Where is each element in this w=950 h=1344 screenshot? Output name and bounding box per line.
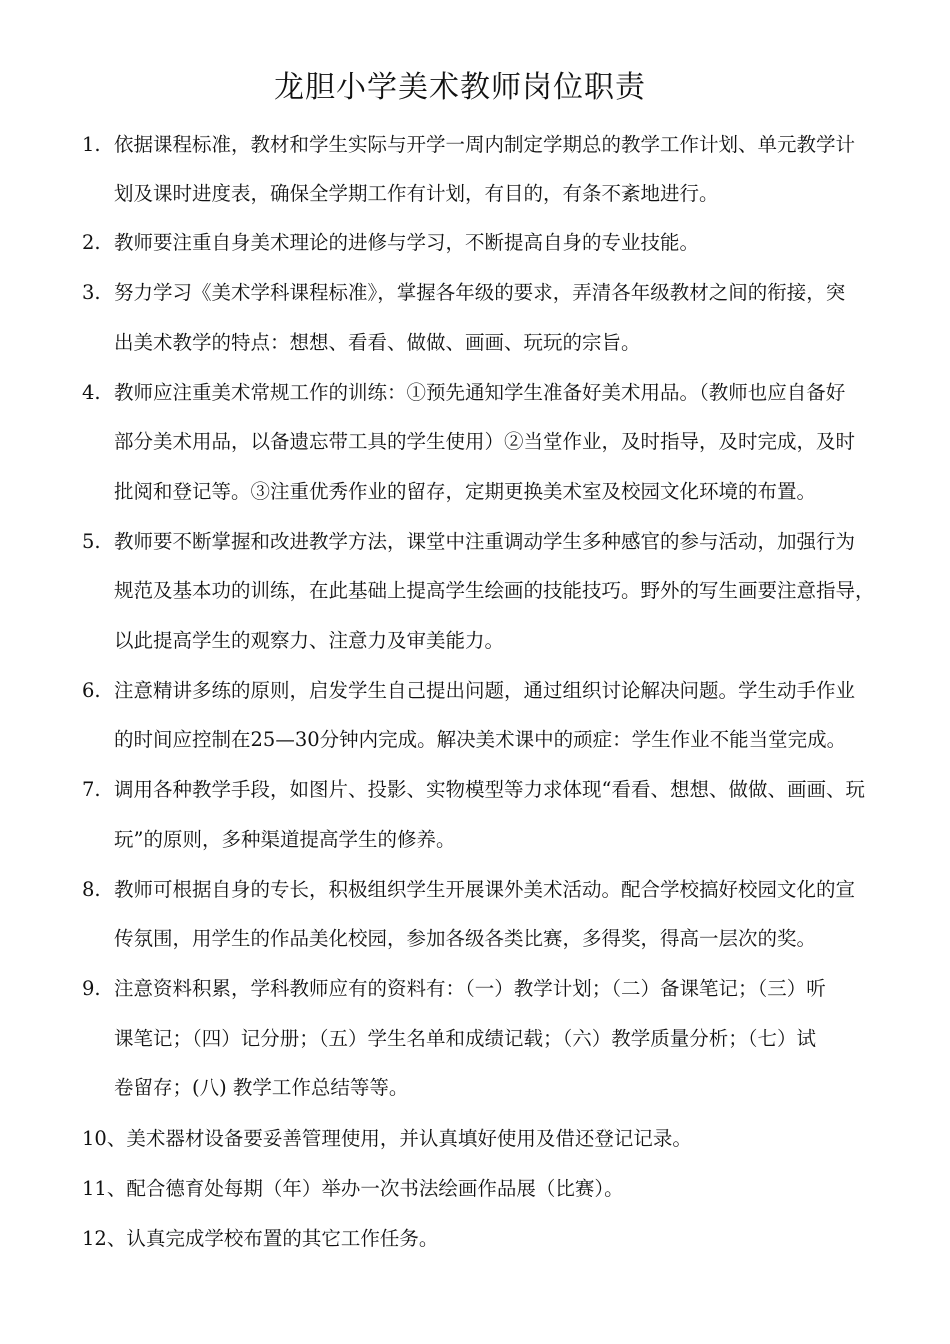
item-5-line-1: 教师要不断掌握和改进教学方法，课堂中注重调动学生多种感官的参与活动，加强行为	[114, 530, 856, 553]
item-5-line-2: 规范及基本功的训练，在此基础上提高学生绘画的技能技巧。野外的写生画要注意指导，	[114, 579, 875, 602]
item-9-line-2: 课笔记；（四）记分册；（五）学生名单和成绩记载；（六）教学质量分析；（七）试	[114, 1027, 817, 1050]
item-2-line-1: 教师要注重自身美术理论的进修与学习，不断提高自身的专业技能。	[114, 231, 700, 254]
item-7-line-1: 调用各种教学手段，如图片、投影、实物模型等力求体现“看看、想想、做做、画画、玩	[114, 778, 865, 801]
item-3-line-2: 出美术教学的特点：想想、看看、做做、画画、玩玩的宗旨。	[114, 331, 641, 354]
item-number-7: 7.	[82, 778, 101, 801]
item-4-line-3: 批阅和登记等。③注重优秀作业的留存，定期更换美术室及校园文化环境的布置。	[114, 480, 817, 503]
item-number-4: 4.	[82, 381, 101, 404]
document-title: 龙胆小学美术教师岗位职责	[274, 70, 646, 105]
item-4-line-2: 部分美术用品，以备遗忘带工具的学生使用）②当堂作业，及时指导，及时完成，及时	[114, 430, 856, 453]
item-12: 12、认真完成学校布置的其它工作任务。	[82, 1227, 439, 1250]
item-1-line-1: 依据课程标准，教材和学生实际与开学一周内制定学期总的教学工作计划、单元教学计	[114, 133, 856, 156]
item-number-6: 6.	[82, 679, 101, 702]
item-6-line-1: 注意精讲多练的原则，启发学生自己提出问题，通过组织讨论解决问题。学生动手作业	[114, 679, 856, 702]
item-1-line-2: 划及课时进度表，确保全学期工作有计划，有目的，有条不紊地进行。	[114, 182, 719, 205]
item-5-line-3: 以此提高学生的观察力、注意力及审美能力。	[114, 629, 505, 652]
item-number-3: 3.	[82, 281, 101, 304]
item-6-line-2: 的时间应控制在25—30分钟内完成。解决美术课中的顽症：学生作业不能当堂完成。	[114, 728, 847, 751]
item-3-line-1: 努力学习《美术学科课程标准》，掌握各年级的要求，弄清各年级教材之间的衔接，突	[114, 281, 846, 304]
item-9-line-3: 卷留存；(八) 教学工作总结等等。	[114, 1076, 409, 1099]
item-number-9: 9.	[82, 977, 101, 1000]
item-8-line-2: 传氛围，用学生的作品美化校园，参加各级各类比赛，多得奖，得高一层次的奖。	[114, 927, 817, 950]
item-7-line-2: 玩”的原则，多种渠道提高学生的修养。	[114, 828, 456, 851]
item-10: 10、美术器材设备要妥善管理使用，并认真填好使用及借还登记记录。	[82, 1127, 692, 1150]
item-number-8: 8.	[82, 878, 101, 901]
item-11: 11、配合德育处每期（年）举办一次书法绘画作品展（比赛）。	[82, 1177, 624, 1200]
item-4-line-1: 教师应注重美术常规工作的训练：①预先通知学生准备好美术用品。（教师也应自备好	[114, 381, 846, 404]
item-number-2: 2.	[82, 231, 101, 254]
item-8-line-1: 教师可根据自身的专长，积极组织学生开展课外美术活动。配合学校搞好校园文化的宣	[114, 878, 856, 901]
item-9-line-1: 注意资料积累，学科教师应有的资料有：（一）教学计划；（二）备课笔记；（三）听	[114, 977, 826, 1000]
item-number-1: 1.	[82, 133, 101, 156]
item-number-5: 5.	[82, 530, 101, 553]
